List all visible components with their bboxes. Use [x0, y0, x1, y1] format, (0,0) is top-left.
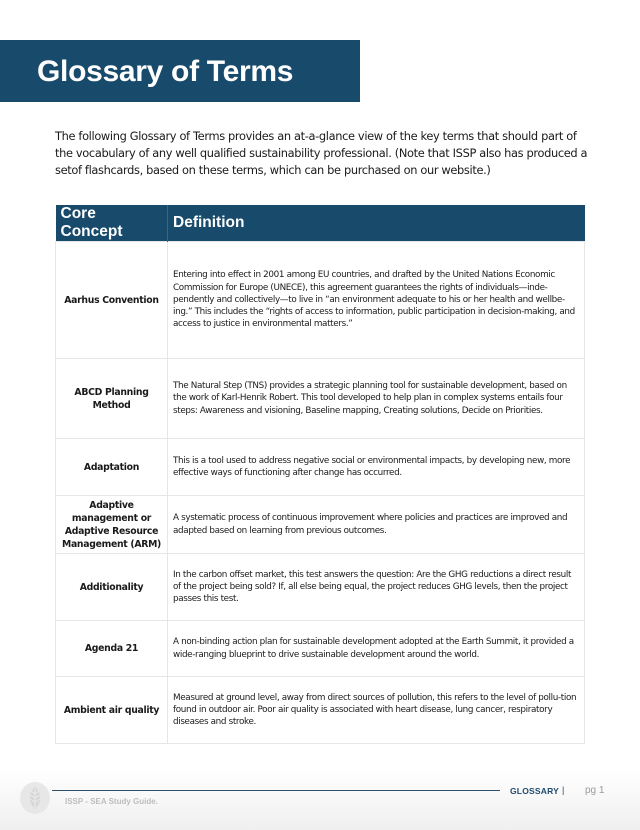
footer-section-label: GLOSSARY — [510, 786, 559, 796]
footer-separator: | — [562, 785, 565, 795]
column-header-core-concept: Core Concept — [56, 205, 168, 242]
page-footer — [0, 770, 640, 830]
definition-cell: In the carbon offset market, this test answers the question: Are the GHG reductions a direct result of the project being sold? If, all else being equal, the project reduces GHG levels, then the project passes this test. — [168, 554, 585, 621]
column-header-definition: Definition — [168, 205, 585, 242]
definition-cell: Measured at ground level, away from direct sources of pollution, this refers to the level of pollu-tion found in outdoor air. Poor air quality is associated with heart disease, lung cancer, respiratory diseases and stroke. — [168, 677, 585, 744]
definition-cell: A non-binding action plan for sustainable development adopted at the Earth Summit, it provided a wide-ranging blueprint to drive sustainable development around the world. — [168, 621, 585, 677]
table-row — [56, 496, 585, 554]
table-row — [56, 554, 585, 621]
term-cell: Agenda 21 — [56, 621, 168, 677]
term-cell: Adaptive management or Adaptive Resource Management (ARM) — [56, 496, 168, 554]
title-band — [0, 40, 360, 102]
intro-paragraph: The following Glossary of Terms provides an at-a-glance view of the key terms that should part of the vocabulary of any well qualified sustainability professional. (Note that ISSP also has produced a setof flashcards, based on these terms, which can be purchased on our website.) — [55, 129, 588, 177]
definition-cell: Entering into effect in 2001 among EU countries, and drafted by the United Nations Economic Commission for Europe (UNECE), this agreement guarantees the rights of individuals—inde-pendently and collectively—to live in “an environment adequate to his or her health and wellbe-ing.” This includes the “rights of access to information, public participation in decision-making, and access to justice in environmental matters.” — [168, 242, 585, 359]
page-title: Glossary of Terms — [37, 55, 294, 88]
term-cell: Adaptation — [56, 439, 168, 496]
footer-guide-title: ISSP - SEA Study Guide. — [65, 797, 158, 806]
leaf-logo-icon — [20, 782, 50, 814]
table-row — [56, 439, 585, 496]
page-number: pg 1 — [585, 785, 605, 796]
table-row — [56, 242, 585, 359]
term-cell: Additionality — [56, 554, 168, 621]
glossary-table — [55, 205, 585, 744]
footer-divider — [52, 790, 500, 791]
table-row — [56, 677, 585, 744]
term-cell: Ambient air quality — [56, 677, 168, 744]
table-row — [56, 621, 585, 677]
definition-cell: A systematic process of continuous improvement where policies and practices are improved and adapted based on learning from previous outcomes. — [168, 496, 585, 554]
term-cell: Aarhus Convention — [56, 242, 168, 359]
table-row — [56, 359, 585, 439]
term-cell: ABCD Planning Method — [56, 359, 168, 439]
definition-cell: The Natural Step (TNS) provides a strategic planning tool for sustainable development, based on the work of Karl-Henrik Robert. This tool developed to help plan in complex systems entails four steps: Awareness and visioning, Baseline mapping, Creating solutions, Decide on Priorities. — [168, 359, 585, 439]
definition-cell: This is a tool used to address negative social or environmental impacts, by developing new, more effective ways of functioning after change has occurred. — [168, 439, 585, 496]
table-header-row — [56, 205, 585, 242]
